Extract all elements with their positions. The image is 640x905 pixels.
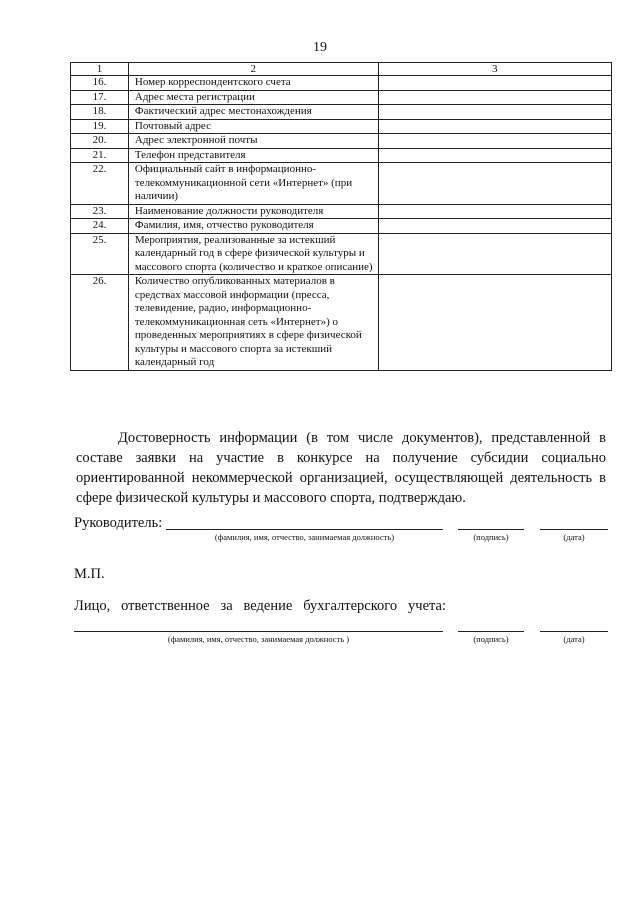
table-row (71, 76, 612, 91)
row-number: 20. (71, 134, 129, 149)
row-value-field[interactable] (378, 148, 611, 163)
table-row (71, 233, 612, 275)
row-value-field[interactable] (378, 134, 611, 149)
head-signature-line[interactable] (458, 529, 524, 530)
head-date-line[interactable] (540, 529, 608, 530)
table-header-cell: 3 (378, 63, 611, 76)
table-row (71, 204, 612, 219)
head-name-caption: (фамилия, имя, отчество, занимаемая должность) (214, 532, 395, 542)
row-label: Адрес электронной почты (128, 134, 378, 149)
row-label: Фамилия, имя, отчество руководителя (128, 219, 378, 234)
row-value-field[interactable] (378, 119, 611, 134)
accountant-signature-label: Лицо, ответственное за ведение бухгалтерского учета: (74, 598, 446, 614)
head-signature-caption: (подпись) (473, 532, 509, 542)
row-value-field[interactable] (378, 233, 611, 275)
row-value-field[interactable] (378, 76, 611, 91)
row-label: Почтовый адрес (128, 119, 378, 134)
accountant-signature-caption: (подпись) (473, 634, 509, 644)
row-label: Фактический адрес местонахождения (128, 105, 378, 120)
row-number: 17. (71, 90, 129, 105)
row-number: 18. (71, 105, 129, 120)
application-form-table (70, 62, 612, 371)
row-value-field[interactable] (378, 275, 611, 371)
row-label: Наименование должности руководителя (128, 204, 378, 219)
row-number: 19. (71, 119, 129, 134)
table-row (71, 90, 612, 105)
row-number: 23. (71, 204, 129, 219)
row-label: Номер корреспондентского счета (128, 76, 378, 91)
row-label: Телефон представителя (128, 148, 378, 163)
row-label: Официальный сайт в информационно-телекоммуникационной сети «Интернет» (при наличии) (128, 163, 378, 205)
head-date-caption: (дата) (563, 532, 585, 542)
head-signature-label: Руководитель: (74, 515, 163, 531)
row-label: Адрес места регистрации (128, 90, 378, 105)
row-label: Количество опубликованных материалов в средствах массовой информации (пресса, телевидение, радио, информационно-телекоммуникационная сеть «Интернет») о проведенных мероприятиях в сфере физической культуры и массового спорта за истекший календарный год (128, 275, 378, 371)
table-header-cell: 2 (128, 63, 378, 76)
table-row (71, 275, 612, 371)
page-number: 19 (313, 40, 327, 55)
row-number: 22. (71, 163, 129, 205)
accountant-date-line[interactable] (540, 631, 608, 632)
row-value-field[interactable] (378, 219, 611, 234)
table-row (71, 163, 612, 205)
confirmation-statement-text: Достоверность информации (в том числе документов), представленной в составе заявки на участие в конкурсе на получение субсидии социально ориентированной некоммерческой организацией, осуществляющей деятельность в сфере физической культуры и массового спорта, подтверждаю. (76, 430, 606, 506)
row-number: 16. (71, 76, 129, 91)
row-value-field[interactable] (378, 90, 611, 105)
row-number: 24. (71, 219, 129, 234)
table-row (71, 134, 612, 149)
accountant-signature-line[interactable] (458, 631, 524, 632)
table-header-cell: 1 (71, 63, 129, 76)
table-row (71, 219, 612, 234)
confirmation-statement (76, 428, 606, 508)
accountant-name-caption: (фамилия, имя, отчество, занимаемая должность ) (167, 634, 350, 644)
table-row (71, 148, 612, 163)
head-name-line[interactable] (166, 529, 443, 530)
row-number: 26. (71, 275, 129, 371)
row-label: Мероприятия, реализованные за истекший календарный год в сфере физической культуры и массового спорта (количество и краткое описание) (128, 233, 378, 275)
row-number: 25. (71, 233, 129, 275)
table-row (71, 119, 612, 134)
table-header-row (71, 63, 612, 76)
row-value-field[interactable] (378, 204, 611, 219)
row-value-field[interactable] (378, 163, 611, 205)
row-number: 21. (71, 148, 129, 163)
accountant-date-caption: (дата) (563, 634, 585, 644)
table-row (71, 105, 612, 120)
row-value-field[interactable] (378, 105, 611, 120)
stamp-mark: М.П. (74, 566, 105, 582)
accountant-name-line[interactable] (74, 631, 443, 632)
